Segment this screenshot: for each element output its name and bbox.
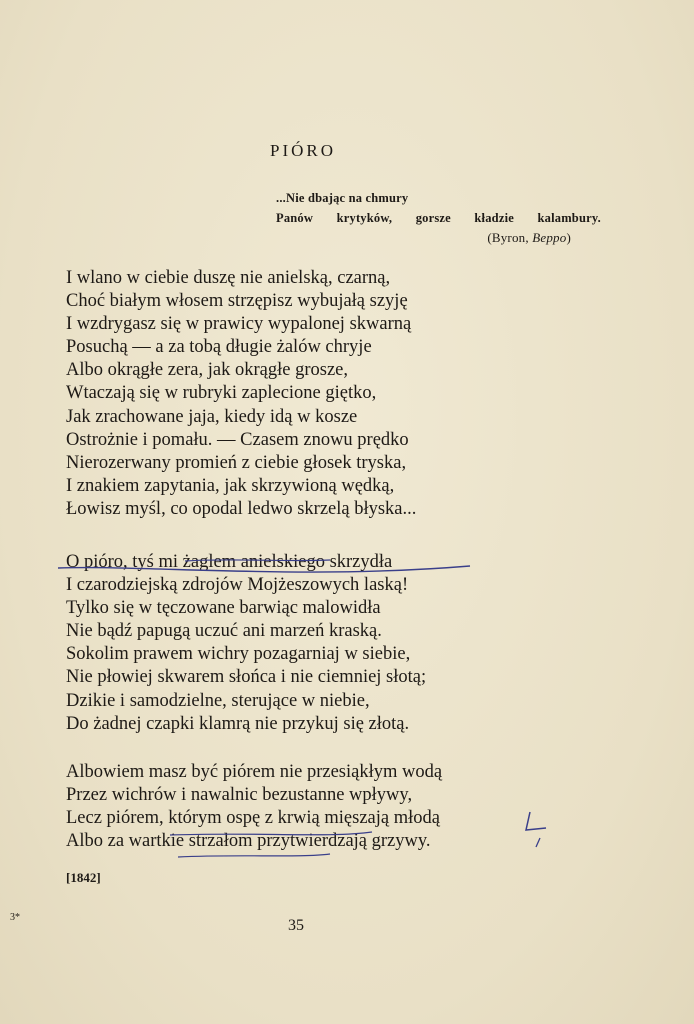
signature-mark: 3* [10,912,20,923]
verse-line: Do żadnej czapki klamrą nie przykuj się złotą. [66,713,410,734]
stanza-2 [66,551,536,736]
verse-line: Sokolim prawem wichry pozagarniaj w siebie, [66,644,411,665]
epigraph-word: gorsze [415,211,451,225]
verse-line: Albo okrągłe zera, jak okrągłe grosze, [66,360,348,381]
pen-margin-tick [536,838,540,847]
epigraph-line-1: ...Nie dbając na chmury [276,191,409,205]
epigraph-line-2 [276,208,601,228]
verse-line: Nie płowiej skwarem słońca i nie ciemniej słotą; [66,667,427,688]
page-number: 35 [288,917,304,934]
verse-line: Choć białym włosem strzępisz wybujałą szyję [66,291,408,312]
verse-line: Posuchą — a za tobą długie żalów chryje [66,337,372,358]
verse-line: O pióro, tyś mi żaglem anielskiego skrzydła [66,552,393,572]
verse-line: Nierozerwany promień z ciebie głosek tryska, [66,452,407,473]
epigraph-source-close: ) [566,230,571,245]
epigraph [276,188,601,248]
verse-line: I czarodziejską zdrojów Mojżeszowych laską! [66,575,409,596]
year: [1842] [66,870,101,885]
epigraph-source [276,228,601,248]
verse-line: Przez wichrów i nawalnic bezustanne wpływy, [66,785,413,806]
pen-underline-line-24 [178,854,330,857]
epigraph-author: (Byron, [487,230,533,245]
verse-line: Ostrożnie i pomału. — Czasem znowu prędko [66,429,409,450]
epigraph-work: Beppo [532,230,567,245]
verse-line: Łowisz myśl, co opodal ledwo skrzelą błyska... [66,498,417,519]
verse-line: Lecz piórem, którym ospę z krwią mięszają młodą [66,808,440,829]
poem-title: PIÓRO [269,141,336,160]
verse-line: I wzdrygasz się w prawicy wypalonej skwarną [66,314,412,335]
verse-line: I znakiem zapytania, jak skrzywioną wędką, [66,475,395,496]
verse-line: Nie bądź papugą uczuć ani marzeń kraską. [66,621,382,642]
stanza-1 [66,267,536,521]
epigraph-word: Panów [276,211,314,225]
verse-line: Wtaczają się w rubryki zaplecione giętko, [66,383,377,404]
verse-line: I wlano w ciebie duszę nie anielską, czarną, [66,268,391,288]
stanza-3 [66,761,536,853]
epigraph-word: krytyków, [336,211,393,225]
verse-line: Albowiem masz być piórem nie przesiąkłym wodą [66,762,443,782]
verse-line: Jak zrachowane jaja, kiedy idą w kosze [66,406,358,427]
epigraph-word: kładzie [474,211,514,225]
verse-line: Albo za wartkie strzałom przytwierdzają grzywy. [66,831,431,852]
verse-line: Dzikie i samodzielne, sterujące w niebie, [66,690,370,711]
epigraph-word: kalambury. [537,211,601,225]
verse-line: Tylko się w tęczowane barwiąc malowidła [66,598,381,619]
